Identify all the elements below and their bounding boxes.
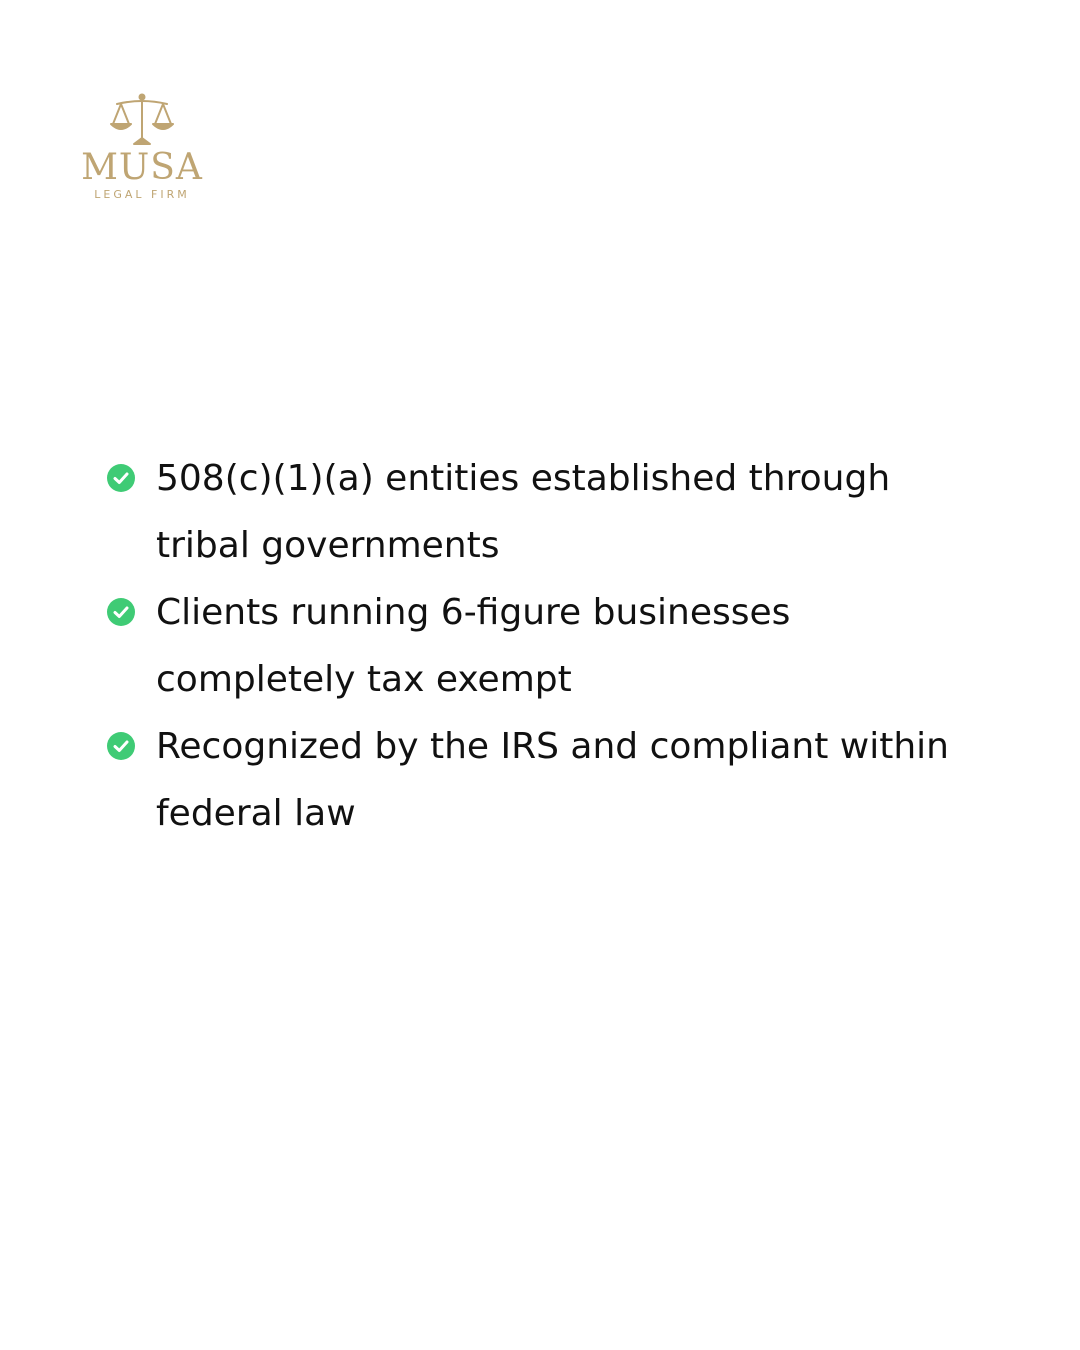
list-item	[104, 713, 984, 847]
check-circle-icon	[107, 598, 135, 626]
brand-name: MUSA	[81, 147, 203, 188]
check-circle-icon	[107, 732, 135, 760]
scales-of-justice-icon	[107, 92, 177, 148]
list-item-text: Clients running 6-figure businesses completely tax exempt	[156, 592, 791, 700]
list-item	[104, 579, 984, 713]
list-item-text: Recognized by the IRS and compliant within federal law	[156, 726, 949, 834]
list-item	[104, 445, 984, 579]
feature-list	[104, 445, 984, 847]
list-item-text: 508(c)(1)(a) entities established through tribal governments	[156, 458, 891, 566]
brand-subtitle: LEGAL FIRM	[94, 188, 190, 201]
brand-logo	[80, 92, 204, 202]
check-circle-icon	[107, 464, 135, 492]
